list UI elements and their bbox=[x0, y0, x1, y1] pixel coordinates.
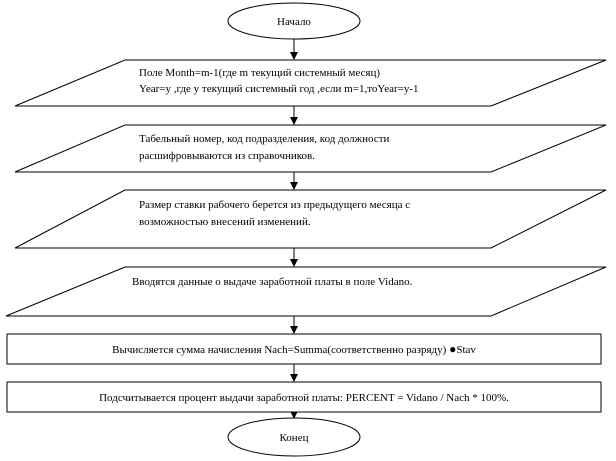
step-1-line-2: Year=y ,где y текущий системный год ,если m=1,тоYear=y-1 bbox=[139, 83, 419, 95]
step-6-text: Подсчитывается процент выдачи заработной платы: PERCENT = Vidano / Nach * 100%. bbox=[99, 392, 509, 404]
bullet-icon: ● bbox=[449, 342, 457, 356]
step-3-io bbox=[15, 190, 606, 248]
step-3-line-1: Размер ставки рабочего берется из предыдущего месяца с bbox=[139, 199, 411, 211]
end-terminator bbox=[228, 418, 360, 456]
step-2-line-1: Табельный номер, код подразделения, код должности bbox=[139, 133, 390, 145]
start-terminator bbox=[228, 3, 360, 39]
end-label: Конец bbox=[279, 432, 309, 444]
step-5-text-main: Вычисляется сумма начисления Nach=Summa(соответственно разряду) bbox=[112, 344, 450, 356]
step-5-process bbox=[7, 334, 601, 364]
step-1-io bbox=[15, 60, 606, 106]
step-3-line-2: возможностью внесений изменений. bbox=[139, 216, 311, 228]
step-2-io bbox=[15, 125, 606, 172]
step-2-line-2: расшифровываются из справочников. bbox=[139, 150, 315, 162]
step-1-line-1: Поле Month=m-1(где m текущий системный месяц) bbox=[139, 67, 381, 79]
step-6-process bbox=[7, 382, 601, 412]
step-4-line-1: Вводятся данные о выдаче заработной платы в поле Vidano. bbox=[132, 276, 413, 288]
step-4-io bbox=[6, 267, 606, 316]
step-5-text bbox=[112, 342, 476, 356]
start-label: Начало bbox=[277, 16, 311, 28]
step-4-shape bbox=[6, 267, 606, 316]
step-5-text-stav: Stav bbox=[456, 344, 476, 356]
